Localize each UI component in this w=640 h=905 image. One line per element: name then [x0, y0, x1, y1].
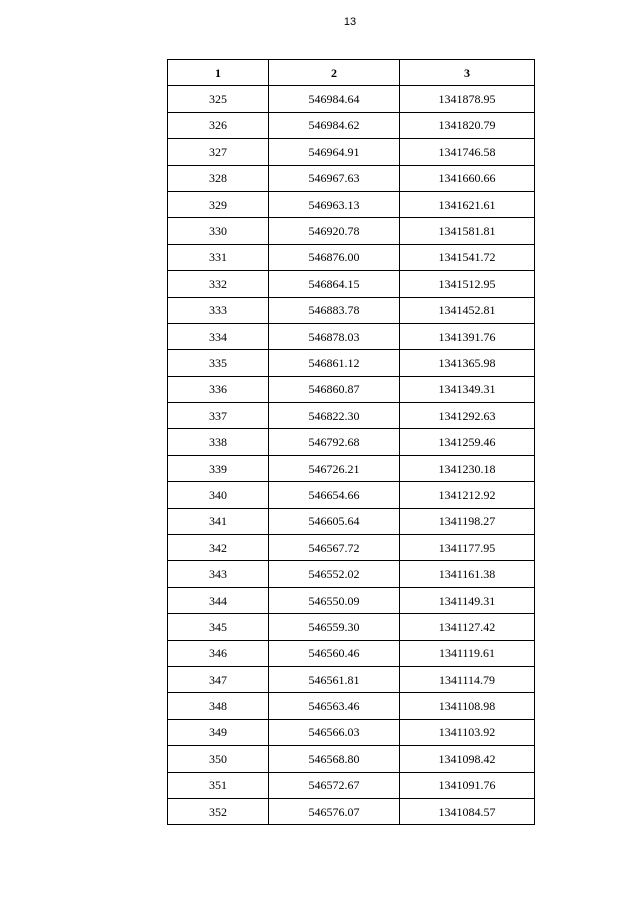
y-coordinate-cell: 1341114.79	[400, 666, 535, 692]
x-coordinate-cell: 546878.03	[269, 323, 400, 349]
table-row	[168, 640, 535, 666]
x-coordinate-cell: 546860.87	[269, 376, 400, 402]
x-coordinate-cell: 546566.03	[269, 719, 400, 745]
x-coordinate-cell: 546559.30	[269, 614, 400, 640]
y-coordinate-cell: 1341084.57	[400, 798, 535, 824]
x-coordinate-cell: 546576.07	[269, 798, 400, 824]
table-row	[168, 191, 535, 217]
x-coordinate-cell: 546550.09	[269, 587, 400, 613]
point-number-cell: 347	[168, 666, 269, 692]
y-coordinate-cell: 1341127.42	[400, 614, 535, 640]
x-coordinate-cell: 546964.91	[269, 139, 400, 165]
x-coordinate-cell: 546876.00	[269, 244, 400, 270]
point-number-cell: 341	[168, 508, 269, 534]
table-row	[168, 218, 535, 244]
y-coordinate-cell: 1341119.61	[400, 640, 535, 666]
table-row	[168, 508, 535, 534]
table-row	[168, 482, 535, 508]
point-number-cell: 329	[168, 191, 269, 217]
x-coordinate-cell: 546861.12	[269, 350, 400, 376]
table-row	[168, 244, 535, 270]
table-row	[168, 323, 535, 349]
point-number-cell: 349	[168, 719, 269, 745]
table-row	[168, 112, 535, 138]
point-number-cell: 333	[168, 297, 269, 323]
x-coordinate-cell: 546864.15	[269, 271, 400, 297]
table-body	[168, 86, 535, 825]
y-coordinate-cell: 1341103.92	[400, 719, 535, 745]
page-number: 13	[343, 16, 357, 28]
table-row	[168, 455, 535, 481]
table-header-row	[168, 60, 535, 86]
y-coordinate-cell: 1341198.27	[400, 508, 535, 534]
column-header-2: 2	[269, 60, 400, 86]
point-number-cell: 337	[168, 403, 269, 429]
x-coordinate-cell: 546792.68	[269, 429, 400, 455]
table-row	[168, 403, 535, 429]
point-number-cell: 331	[168, 244, 269, 270]
point-number-cell: 339	[168, 455, 269, 481]
point-number-cell: 326	[168, 112, 269, 138]
coordinates-table	[167, 59, 535, 825]
y-coordinate-cell: 1341512.95	[400, 271, 535, 297]
point-number-cell: 334	[168, 323, 269, 349]
x-coordinate-cell: 546605.64	[269, 508, 400, 534]
table-row	[168, 297, 535, 323]
point-number-cell: 335	[168, 350, 269, 376]
y-coordinate-cell: 1341292.63	[400, 403, 535, 429]
table-row	[168, 798, 535, 824]
y-coordinate-cell: 1341365.98	[400, 350, 535, 376]
x-coordinate-cell: 546561.81	[269, 666, 400, 692]
point-number-cell: 343	[168, 561, 269, 587]
y-coordinate-cell: 1341541.72	[400, 244, 535, 270]
y-coordinate-cell: 1341091.76	[400, 772, 535, 798]
table-row	[168, 271, 535, 297]
x-coordinate-cell: 546984.64	[269, 86, 400, 112]
x-coordinate-cell: 546984.62	[269, 112, 400, 138]
y-coordinate-cell: 1341177.95	[400, 535, 535, 561]
y-coordinate-cell: 1341108.98	[400, 693, 535, 719]
x-coordinate-cell: 546567.72	[269, 535, 400, 561]
y-coordinate-cell: 1341161.38	[400, 561, 535, 587]
table-row	[168, 561, 535, 587]
x-coordinate-cell: 546560.46	[269, 640, 400, 666]
point-number-cell: 342	[168, 535, 269, 561]
x-coordinate-cell: 546552.02	[269, 561, 400, 587]
point-number-cell: 351	[168, 772, 269, 798]
y-coordinate-cell: 1341878.95	[400, 86, 535, 112]
y-coordinate-cell: 1341820.79	[400, 112, 535, 138]
table-row	[168, 350, 535, 376]
y-coordinate-cell: 1341660.66	[400, 165, 535, 191]
y-coordinate-cell: 1341746.58	[400, 139, 535, 165]
table-row	[168, 165, 535, 191]
x-coordinate-cell: 546967.63	[269, 165, 400, 191]
table-row	[168, 719, 535, 745]
y-coordinate-cell: 1341621.61	[400, 191, 535, 217]
x-coordinate-cell: 546920.78	[269, 218, 400, 244]
point-number-cell: 348	[168, 693, 269, 719]
point-number-cell: 332	[168, 271, 269, 297]
table-row	[168, 614, 535, 640]
point-number-cell: 325	[168, 86, 269, 112]
x-coordinate-cell: 546963.13	[269, 191, 400, 217]
point-number-cell: 352	[168, 798, 269, 824]
point-number-cell: 327	[168, 139, 269, 165]
y-coordinate-cell: 1341149.31	[400, 587, 535, 613]
column-header-1: 1	[168, 60, 269, 86]
y-coordinate-cell: 1341452.81	[400, 297, 535, 323]
y-coordinate-cell: 1341230.18	[400, 455, 535, 481]
y-coordinate-cell: 1341259.46	[400, 429, 535, 455]
point-number-cell: 346	[168, 640, 269, 666]
column-header-3: 3	[400, 60, 535, 86]
x-coordinate-cell: 546883.78	[269, 297, 400, 323]
table-row	[168, 693, 535, 719]
point-number-cell: 336	[168, 376, 269, 402]
table-row	[168, 587, 535, 613]
x-coordinate-cell: 546572.67	[269, 772, 400, 798]
table-row	[168, 376, 535, 402]
point-number-cell: 345	[168, 614, 269, 640]
x-coordinate-cell: 546568.80	[269, 746, 400, 772]
y-coordinate-cell: 1341349.31	[400, 376, 535, 402]
point-number-cell: 338	[168, 429, 269, 455]
x-coordinate-cell: 546654.66	[269, 482, 400, 508]
table-row	[168, 535, 535, 561]
table-row	[168, 139, 535, 165]
point-number-cell: 350	[168, 746, 269, 772]
y-coordinate-cell: 1341581.81	[400, 218, 535, 244]
x-coordinate-cell: 546726.21	[269, 455, 400, 481]
y-coordinate-cell: 1341391.76	[400, 323, 535, 349]
y-coordinate-cell: 1341212.92	[400, 482, 535, 508]
table-row	[168, 746, 535, 772]
x-coordinate-cell: 546822.30	[269, 403, 400, 429]
point-number-cell: 344	[168, 587, 269, 613]
y-coordinate-cell: 1341098.42	[400, 746, 535, 772]
point-number-cell: 330	[168, 218, 269, 244]
point-number-cell: 328	[168, 165, 269, 191]
table-row	[168, 429, 535, 455]
table-row	[168, 666, 535, 692]
table-row	[168, 772, 535, 798]
x-coordinate-cell: 546563.46	[269, 693, 400, 719]
point-number-cell: 340	[168, 482, 269, 508]
table-row	[168, 86, 535, 112]
